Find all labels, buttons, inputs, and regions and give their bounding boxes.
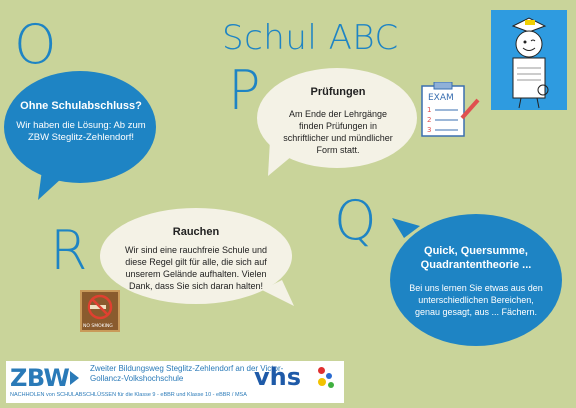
letter-p: P xyxy=(228,59,261,122)
bubble-ohne xyxy=(12,100,150,144)
vhs-dot-red xyxy=(318,367,325,374)
exam-label: EXAM xyxy=(428,93,454,103)
footer-banner xyxy=(6,361,344,403)
vhs-logo: vhs xyxy=(254,363,302,391)
bubble-ohne-body: Wir haben die Lösung: Ab zum ZBW Steglitz-Zehlendorf! xyxy=(16,120,146,143)
vhs-dot-green xyxy=(328,382,334,388)
bubble-rauchen-heading: Rauchen xyxy=(172,226,220,238)
bubble-ohne-heading: Ohne Schulabschluss? xyxy=(20,100,142,112)
footer-tagline: NACHHOLEN von SCHULABSCHLÜSSEN für die Klasse 9 - eBBR und Klasse 10 - eBBR / MSA xyxy=(10,392,247,398)
bubble-rauchen xyxy=(118,226,274,292)
zbw-logo: ZBW xyxy=(10,364,70,392)
svg-text:1: 1 xyxy=(427,106,432,114)
bubble-rauchen-body: Wir sind eine rauchfreie Schule und diese Regel gilt für alle, die sich auf unserem Gelände aufhalten. Vielen Dank, dass Sie sich daran halten! xyxy=(124,245,268,291)
page-title: Schul ABC xyxy=(222,18,399,58)
bubble-quick-body: Bei uns lernen Sie etwas aus den unterschiedlichen Bereichen, genau gesagt, aus ... Fächern. xyxy=(409,283,543,317)
svg-text:3: 3 xyxy=(427,126,432,134)
exam-clipboard-icon xyxy=(418,82,482,140)
vhs-dot-blue xyxy=(326,373,332,379)
letter-o: O xyxy=(14,13,57,76)
no-smoking-sign xyxy=(80,290,120,332)
letter-q: Q xyxy=(334,189,377,252)
vhs-dot-yellow xyxy=(318,378,326,386)
zbw-arrow-icon xyxy=(70,371,79,385)
bubble-quick xyxy=(408,244,544,318)
bubble-pruefungen-body: Am Ende der Lehrgänge finden Prüfungen in schriftlicher und mündlicher Form statt. xyxy=(283,109,393,155)
svg-text:2: 2 xyxy=(427,116,432,124)
no-smoking-label: NO SMOKING xyxy=(83,324,113,329)
bubble-pruefungen-heading: Prüfungen xyxy=(310,86,366,98)
footer-org-name: Zweiter Bildungsweg Steglitz-Zehlendorf an der Victor-Gollancz-Volkshochschule xyxy=(90,364,284,383)
bubble-quick-heading: Quick, Quersumme, Quadrantentheorie ... xyxy=(420,245,532,271)
bubble-pruefungen xyxy=(276,86,400,156)
no-smoking-icon xyxy=(82,292,118,330)
letter-r: R xyxy=(50,219,88,282)
